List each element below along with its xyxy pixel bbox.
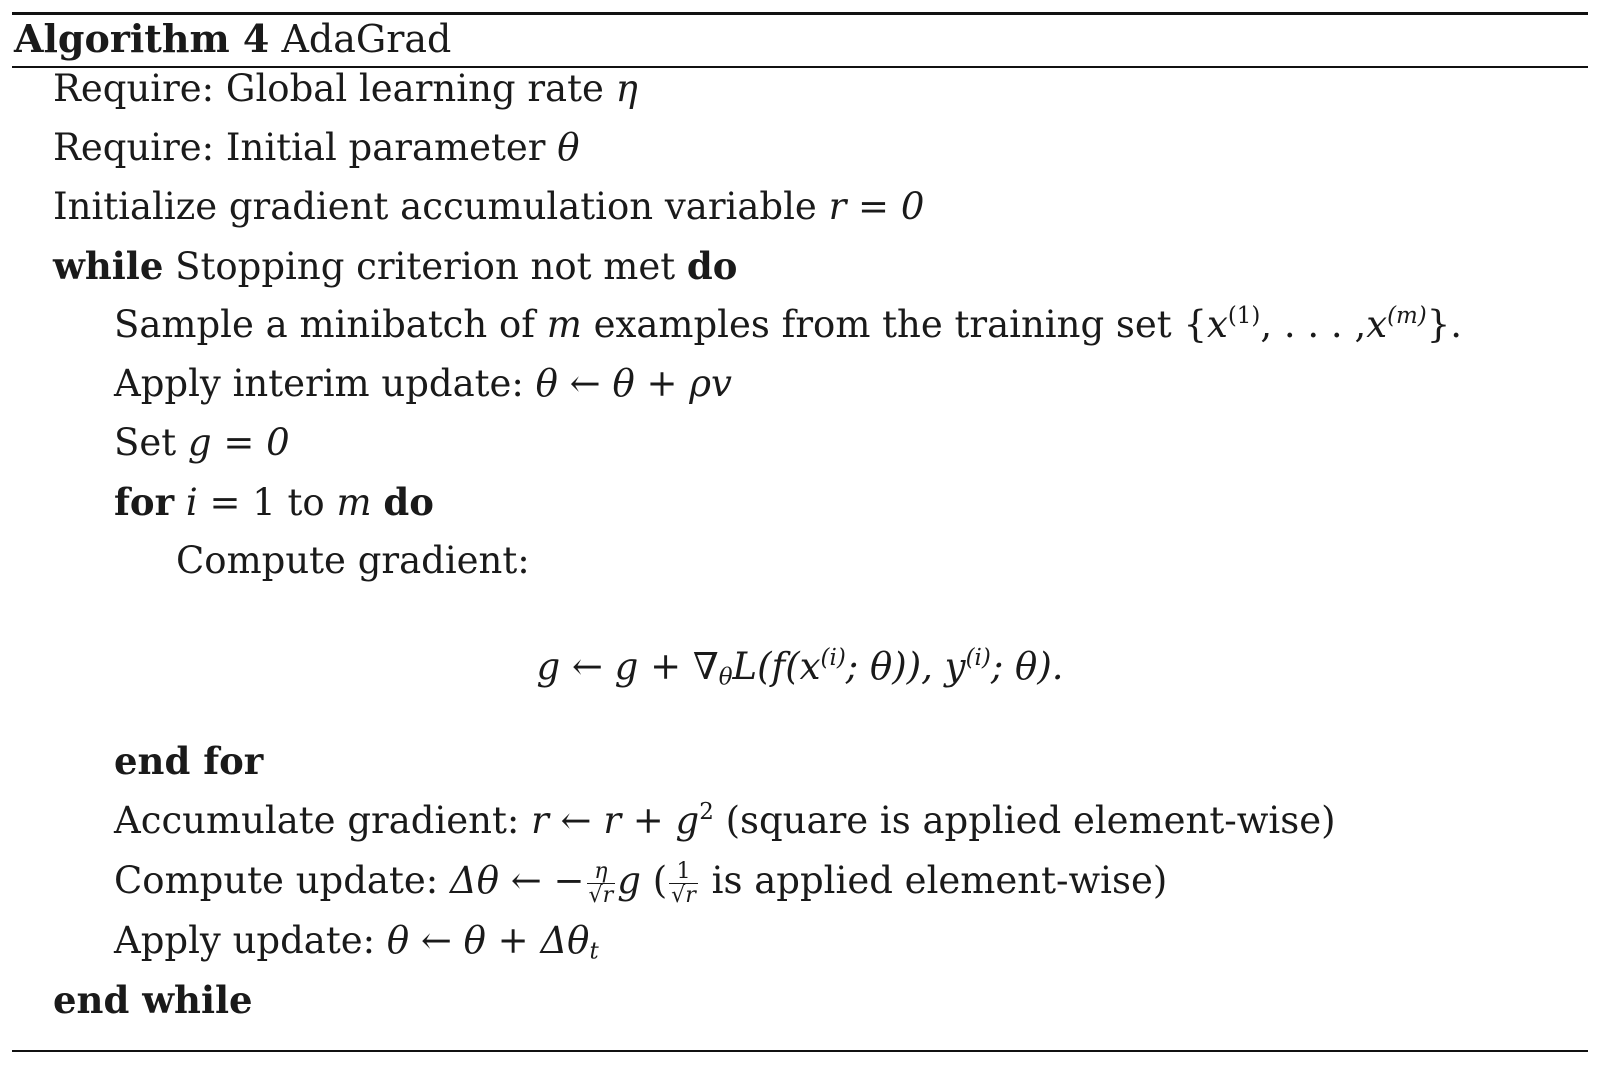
sample-text-a: Sample a minibatch of (114, 303, 535, 346)
set-text: Set (114, 421, 177, 464)
accumulate-math: r ← $r + g^2$ (531, 798, 714, 842)
m-symbol: m (336, 481, 372, 524)
line-interim-update (114, 359, 732, 409)
while-keyword: while (53, 244, 164, 288)
to-word: to (287, 481, 325, 524)
end-for-keyword: end for (114, 739, 264, 783)
algorithm-name: AdaGrad (281, 17, 452, 61)
init-math: r = 0 (828, 185, 925, 228)
m-symbol: m (546, 303, 582, 346)
compute-update-math: Δθ ← − $\frac{\eta}{√r}$ g (449, 857, 641, 908)
require-keyword: Require: (53, 67, 215, 110)
line-require-parameter (53, 123, 580, 173)
line-compute-update (114, 856, 1167, 906)
line-end-while (53, 975, 253, 1025)
line-apply-update (114, 916, 599, 966)
while-condition: Stopping criterion not met (175, 245, 676, 288)
end-while-keyword: end while (53, 978, 253, 1022)
require-text: Global learning rate (225, 67, 604, 110)
set-math: g = 0 (187, 421, 290, 464)
accumulate-text: Accumulate gradient: (114, 799, 520, 842)
apply-update-math: θ ← $\theta + \Delta\theta_t$ (386, 919, 599, 965)
training-set: {$x^{(1)}$, . . . $,x^{(m)}$}. (1183, 302, 1463, 346)
line-for (114, 477, 434, 527)
require-text: Initial parameter (225, 126, 546, 169)
sample-text-b: examples from the training set (593, 303, 1172, 346)
compute-update-note: ( $\frac{1}{√r}$ is applied element-wise) (652, 857, 1168, 908)
for-keyword: for (114, 480, 175, 524)
require-keyword: Require: (53, 126, 215, 169)
line-compute-gradient (176, 536, 530, 586)
interim-text: Apply interim update: (114, 362, 524, 405)
top-rule (12, 12, 1588, 15)
interim-math: θ ← θ + ρv (535, 362, 732, 405)
one-over-sqrt-r: $\frac{1}{√r}$ (671, 857, 696, 908)
theta-symbol: θ (557, 126, 580, 169)
line-require-learning-rate (53, 64, 638, 114)
compute-update-text: Compute update: (114, 859, 439, 902)
line-sample-minibatch (114, 300, 1462, 350)
eta-over-sqrt-r: $\frac{\eta}{√r}$ (588, 857, 614, 908)
do-keyword: do (686, 244, 738, 288)
eta-symbol: η (615, 67, 638, 110)
line-while (53, 241, 737, 291)
i-symbol: i (185, 481, 198, 524)
algorithm-label: Algorithm 4 (14, 16, 270, 61)
line-end-for (114, 736, 263, 786)
line-initialize (53, 182, 924, 232)
apply-update-text: Apply update: (114, 919, 376, 962)
for-eq: = 1 (209, 481, 276, 524)
compute-gradient-text: Compute gradient: (176, 539, 530, 582)
gradient-equation: g ← $g + \nabla_\theta L(f(x^{(i)}$; θ)), $y^{(i)}$; θ). (536, 644, 1064, 691)
init-text: Initialize gradient accumulation variable (53, 185, 817, 228)
accumulate-note: (square is applied element-wise) (725, 799, 1336, 842)
algorithm-header (14, 17, 451, 61)
bottom-rule (12, 1050, 1588, 1052)
line-set-g (114, 418, 290, 468)
line-accumulate-gradient (114, 796, 1336, 846)
do-keyword: do (383, 480, 434, 524)
